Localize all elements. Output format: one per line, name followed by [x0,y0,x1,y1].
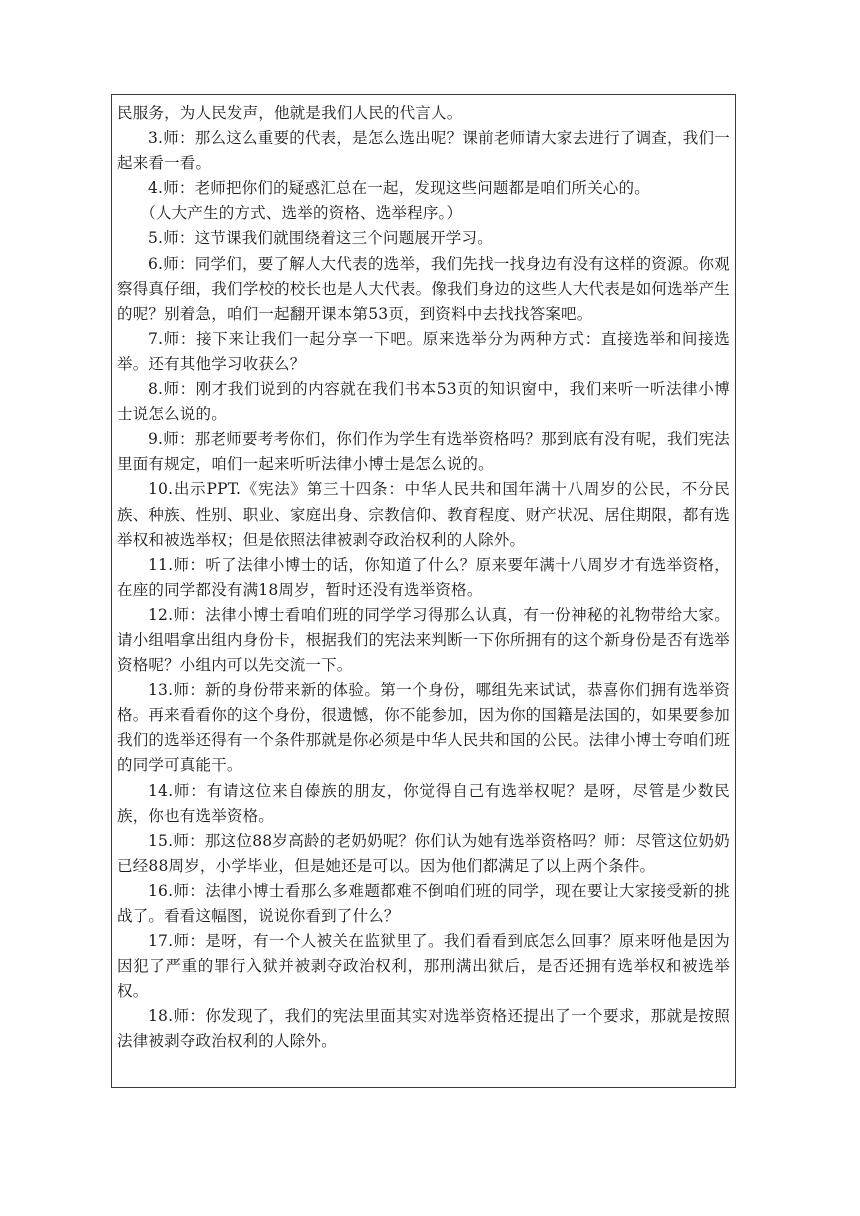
paragraph-12: 12.师：法律小博士看咱们班的同学学习得那么认真，有一份神秘的礼物带给大家。请小组唱拿出组内身份卡，根据我们的宪法来判断一下你所拥有的这个新身份是否有选举资格呢？小组内可以先交流一下。 [117,605,730,675]
paragraph-14: 14.师：有请这位来自傣族的朋友，你觉得自己有选举权呢？是呀，尽管是少数民族，你也有选举资格。 [117,781,730,825]
paragraph-5: 5.师：这节课我们就围绕着这三个问题展开学习。 [148,229,493,248]
paragraph-8: 8.师：刚才我们说到的内容就在我们书本53页的知识窗中，我们来听一听法律小博士说怎么说的。 [117,380,730,424]
paragraph-10: 10.出示PPT.《宪法》第三十四条：中华人民共和国年满十八周岁的公民，不分民族、种族、性别、职业、家庭出身、宗教信仰、教育程度、财产状况、居住期限，都有选举权和被选举权；但是依照法律被剥夺政治权利的人除外。 [117,480,730,549]
paragraph-15: 15.师：那这位88岁高龄的老奶奶呢？你们认为她有选举资格吗？师：尽管这位奶奶已经88周岁，小学毕业，但是她还是可以。因为他们都满足了以上两个条件。 [117,831,730,875]
paragraph-17: 17.师：是呀，有一个人被关在监狱里了。我们看看到底怎么回事？原来呀他是因为因犯了严重的罪行入狱并被剥夺政治权利，那刑满出狱后，是否还拥有选举权和被选举权。 [117,932,730,1001]
paragraph-9: 9.师：那老师要考考你们，你们作为学生有选举资格吗？那到底有没有呢，我们宪法里面有规定，咱们一起来听听法律小博士是怎么说的。 [117,430,730,474]
paragraph-3: 3.师：那么这么重要的代表，是怎么选出呢？课前老师请大家去进行了调查，我们一起来看一看。 [117,129,730,173]
paragraph-16: 16.师：法律小博士看那么多难题都难不倒咱们班的同学，现在要让大家接受新的挑战了。看看这幅图，说说你看到了什么？ [117,881,730,925]
paragraph-11: 11.师：听了法律小博士的话，你知道了什么？原来要年满十八周岁才有选举资格，在座的同学都没有满18周岁，暂时还没有选举资格。 [117,555,730,599]
paragraph-4: 4.师：老师把你们的疑惑汇总在一起，发现这些问题都是咱们所关心的。 [148,179,650,198]
paragraph-4-note: （人大产生的方式、选举的资格、选举程序。） [140,204,463,223]
paragraph-0: 民服务，为人民发声，他就是我们人民的代言人。 [117,104,463,122]
paragraph-7: 7.师：接下来让我们一起分享一下吧。原来选举分为两种方式：直接选举和间接选举。还有其他学习收获么？ [117,329,730,373]
paragraph-18: 18.师：你发现了，我们的宪法里面其实对选举资格还提出了一个要求，那就是按照法律被剥夺政治权利的人除外。 [117,1007,730,1051]
paragraph-6: 6.师：同学们，要了解人大代表的选举，我们先找一找身边有没有这样的资源。你观察得真仔细，我们学校的校长也是人大代表。像我们身边的这些人大代表是如何选举产生的呢？别着急，咱们一起翻开课本第53页，到资料中去找找答案吧。 [117,254,730,323]
document-table-cell [111,94,736,1088]
paragraph-13: 13.师：新的身份带来新的体验。第一个身份，哪组先来试试，恭喜你们拥有选举资格。再来看看你的这个身份，很遗憾，你不能参加，因为你的国籍是法国的，如果要参加我们的选举还得有一个条件那就是你必须是中华人民共和国的公民。法律小博士夸咱们班的同学可真能干。 [117,681,730,775]
